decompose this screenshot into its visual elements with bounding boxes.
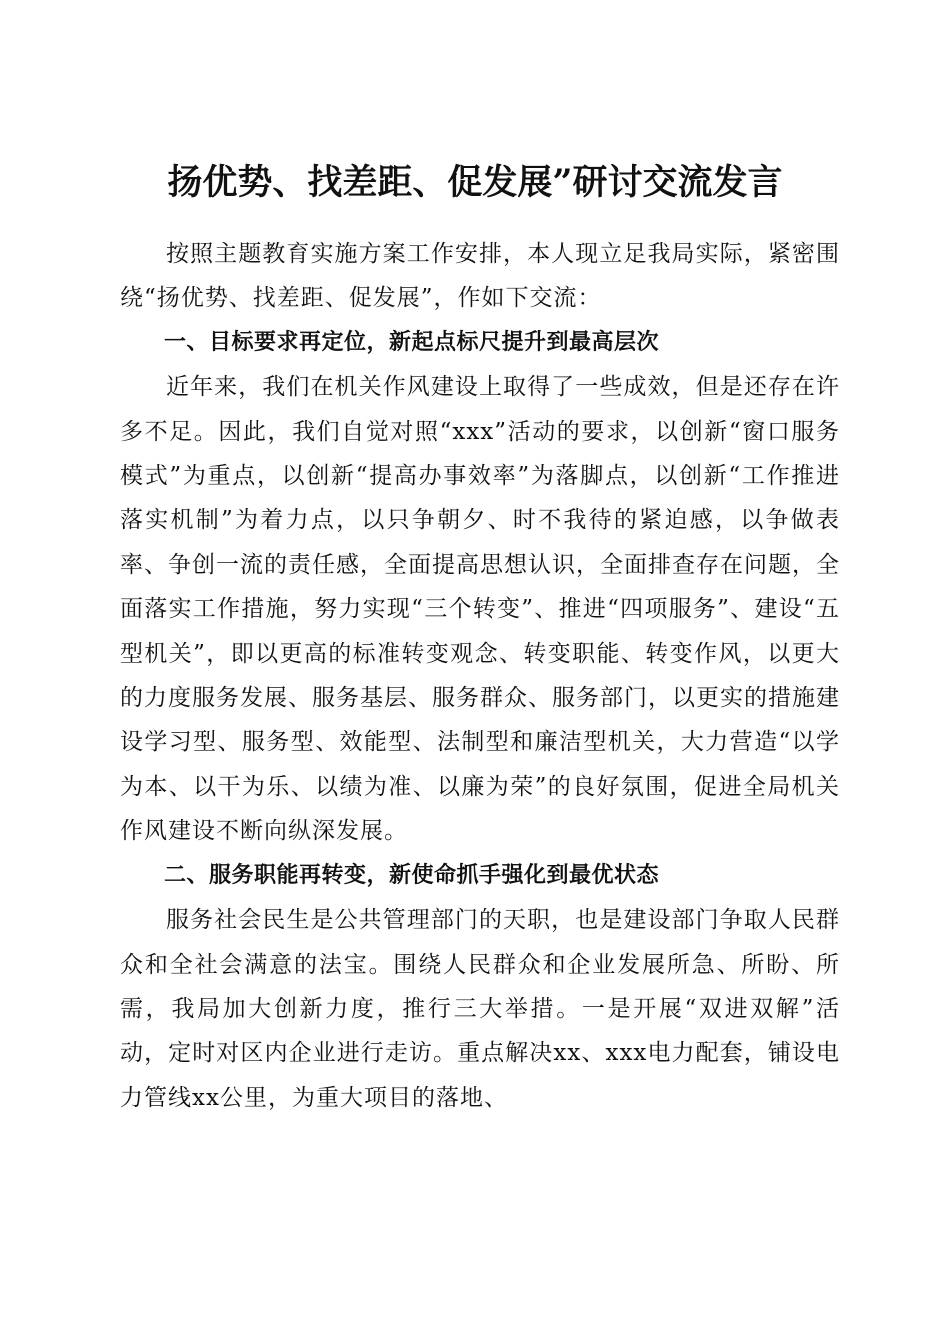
intro-paragraph: 按照主题教育实施方案工作安排，本人现立足我局实际，紧密围绕“扬优势、找差距、促发展”，作如下交流： [120, 241, 840, 312]
document-title: 扬优势、找差距、促发展”研讨交流发言 [167, 162, 783, 204]
document-body [120, 232, 840, 1120]
section-2-heading: 二、服务职能再转变，新使命抓手强化到最优状态 [164, 862, 660, 888]
section-2-paragraph: 服务社会民生是公共管理部门的天职，也是建设部门争取人民群众和全社会满意的法宝。围绕人民群众和企业发展所急、所盼、所需，我局加大创新力度，推行三大举措。一是开展“双进双解”活动，定时对区内企业进行走访。重点解决xx、xxx电力配套，铺设电力管线xx公里，为重大项目的落地、 [120, 907, 840, 1111]
section-1-heading: 一、目标要求再定位，新起点标尺提升到最高层次 [164, 329, 660, 355]
section-1-paragraph: 近年来，我们在机关作风建设上取得了一些成效，但是还存在许多不足。因此，我们自觉对照“xxx”活动的要求，以创新“窗口服务模式”为重点，以创新“提高办事效率”为落脚点，以创新“工作推进落实机制”为着力点，以只争朝夕、时不我待的紧迫感，以争做表率、争创一流的责任感，全面提高思想认识，全面排查存在问题，全面落实工作措施，努力实现“三个转变”、推进“四项服务”、建设“五型机关”，即以更高的标准转变观念、转变职能、转变作风，以更大的力度服务发展、服务基层、服务群众、服务部门，以更实的措施建设学习型、服务型、效能型、法制型和廉洁型机关，大力营造“以学为本、以干为乐、以绩为准、以廉为荣”的良好氛围，促进全局机关作风建设不断向纵深发展。 [120, 374, 840, 845]
